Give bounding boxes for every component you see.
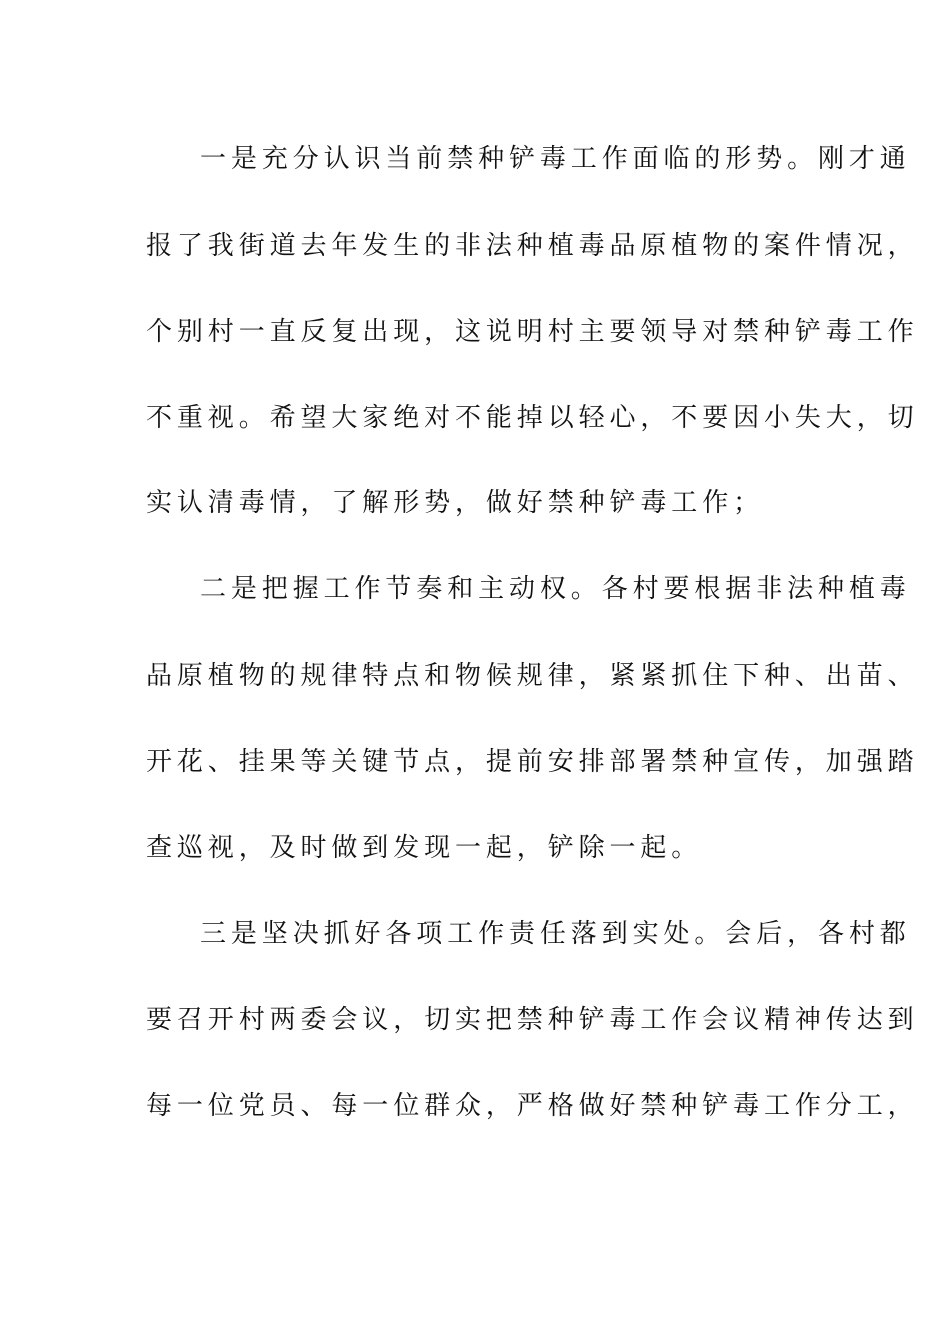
paragraph-1-line-1: 一是充分认识当前禁种铲毒工作面临的形势。刚才通 [200, 144, 911, 174]
paragraph-1-line-2: 报了我街道去年发生的非法种植毒品原植物的案件情况， [146, 231, 919, 261]
paragraph-3-line-3: 每一位党员、每一位群众，严格做好禁种铲毒工作分工， [146, 1091, 919, 1121]
paragraph-1-line-4: 不重视。希望大家绝对不能掉以轻心，不要因小失大，切 [146, 403, 919, 433]
paragraph-2-line-1: 二是把握工作节奏和主动权。各村要根据非法种植毒 [200, 574, 911, 604]
paragraph-2-line-2: 品原植物的规律特点和物候规律，紧紧抓住下种、出苗、 [146, 661, 919, 691]
paragraph-1-line-5: 实认清毒情，了解形势，做好禁种铲毒工作； [146, 488, 765, 518]
paragraph-1-line-3: 个别村一直反复出现，这说明村主要领导对禁种铲毒工作 [146, 317, 919, 347]
paragraph-2-line-3: 开花、挂果等关键节点，提前安排部署禁种宣传，加强踏 [146, 747, 919, 777]
paragraph-3-line-2: 要召开村两委会议，切实把禁种铲毒工作会议精神传达到 [146, 1005, 919, 1035]
paragraph-2-line-4: 查巡视，及时做到发现一起，铲除一起。 [146, 833, 703, 863]
paragraph-3-line-1: 三是坚决抓好各项工作责任落到实处。会后，各村都 [200, 919, 911, 949]
